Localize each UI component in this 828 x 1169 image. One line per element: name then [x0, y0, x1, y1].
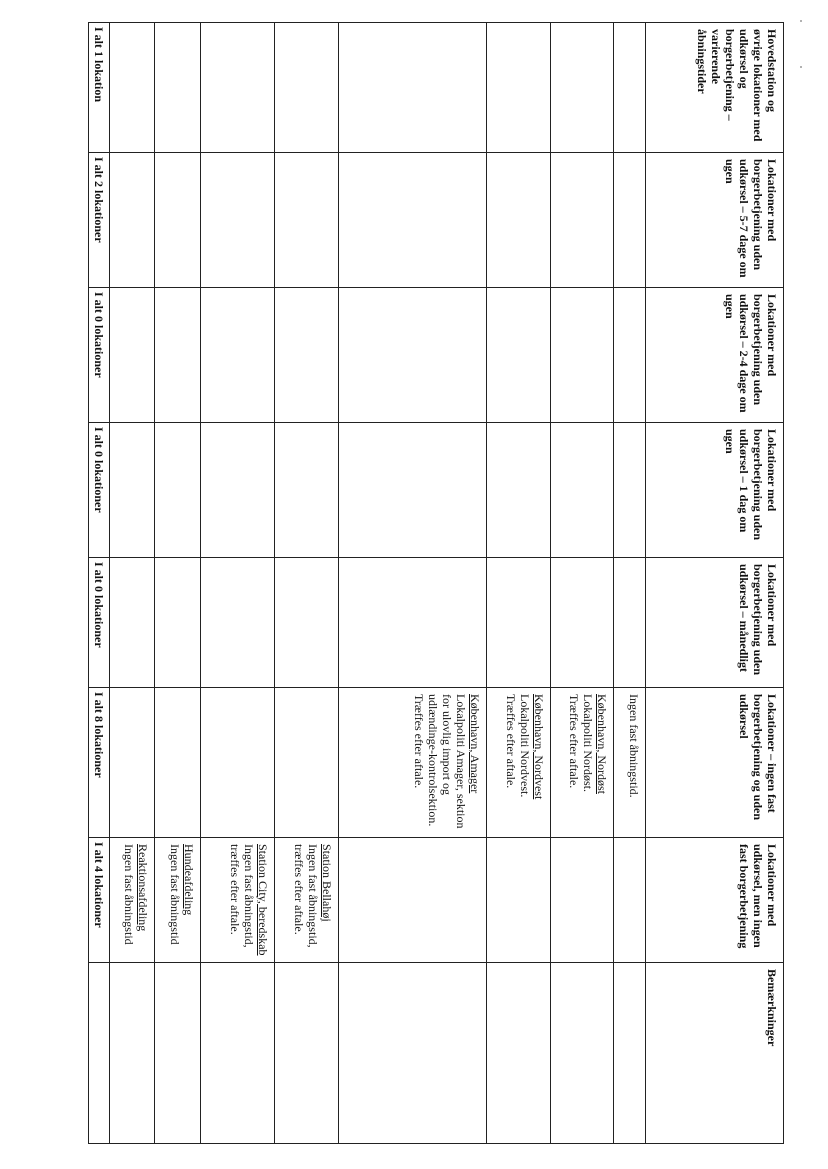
total-cell: I alt 8 lokationer: [89, 688, 110, 838]
table-cell: Ingen fast åbningstid.: [614, 688, 646, 838]
table-row: [487, 23, 551, 1144]
header-cell-remarks: Bemærkninger: [646, 963, 784, 1144]
location-name: København, Nordøst: [595, 694, 610, 794]
locations-table-page: [88, 22, 828, 1047]
table-cell: [550, 153, 614, 288]
rotated-table-container: [88, 22, 784, 1143]
location-name: København, Nordvest: [531, 694, 546, 800]
table-cell: [201, 558, 275, 688]
table-cell: [275, 838, 339, 963]
location-name: København, Amager: [468, 694, 483, 794]
header-cell-main-station: Hovedstation og øvrige lokationer med udkørsel og borgerbetjening – varierende åbningstider: [646, 23, 784, 153]
table-row: [339, 23, 487, 1144]
total-cell: I alt 0 lokationer: [89, 423, 110, 558]
table-cell: [487, 838, 551, 963]
table-cell: [275, 558, 339, 688]
table-cell: [550, 288, 614, 423]
table-cell: [110, 558, 154, 688]
location-note: Lokalpoliti Amager, sektion for ulovlig import og udlændinge-kontrolsektion. Træffes efter aftale.: [412, 694, 469, 829]
table-cell: [110, 838, 154, 963]
header-cell-no-service: Lokationer – ingen fast borgerbetjening og uden udkørsel: [646, 688, 784, 838]
table-cell: [339, 558, 487, 688]
table-cell: [614, 153, 646, 288]
table-cell: [487, 558, 551, 688]
table-cell: [110, 423, 154, 558]
total-cell: I alt 0 lokationer: [89, 558, 110, 688]
table-cell: [487, 423, 551, 558]
table-row: [154, 23, 201, 1144]
table-cell: [275, 153, 339, 288]
table-cell: [154, 963, 201, 1144]
table-row: [201, 23, 275, 1144]
header-cell-1-day: Lokationer med borgerbetjening uden udkørsel – 1 dag om ugen: [646, 423, 784, 558]
locations-table: [88, 22, 784, 1144]
table-cell: [275, 423, 339, 558]
table-cell: [201, 23, 275, 153]
station-note: Ingen fast åbningstid, træffes efter aftale.: [292, 844, 321, 948]
table-cell: [201, 963, 275, 1144]
table-row: [275, 23, 339, 1144]
table-cell: [550, 558, 614, 688]
totals-row: [89, 23, 110, 1144]
header-row: [646, 23, 784, 1144]
table-cell: [339, 963, 487, 1144]
table-row: [110, 23, 154, 1144]
table-cell: [110, 153, 154, 288]
table-cell: [487, 963, 551, 1144]
table-cell: [339, 838, 487, 963]
department-name: Reaktionsafdeling: [135, 844, 150, 932]
table-cell: [550, 838, 614, 963]
header-cell-dispatch-only: Lokationer med udkørsel, men ingen fast borgerbetjening: [646, 838, 784, 963]
department-name: Hundeafdeling: [182, 844, 197, 916]
department-note: Ingen fast åbningstid: [168, 844, 183, 945]
table-cell: [339, 23, 487, 153]
table-cell: [339, 153, 487, 288]
table-cell: [487, 23, 551, 153]
table-cell: [550, 23, 614, 153]
table-cell: [550, 688, 614, 838]
table-cell: [614, 838, 646, 963]
table-cell: [614, 558, 646, 688]
table-row: [550, 23, 614, 1144]
table-cell: [614, 288, 646, 423]
table-cell: [614, 963, 646, 1144]
header-cell-monthly: Lokationer med borgerbetjening uden udkørsel – månedligt: [646, 558, 784, 688]
table-cell: [550, 423, 614, 558]
header-cell-2-4-days: Lokationer med borgerbetjening uden udkørsel – 2-4 dage om ugen: [646, 288, 784, 423]
table-cell: [275, 23, 339, 153]
table-cell: [201, 688, 275, 838]
location-note: Lokalpoliti Nordvest. Træffes efter aftale.: [503, 694, 532, 798]
table-cell: [154, 153, 201, 288]
table-cell: [110, 963, 154, 1144]
table-cell: [339, 288, 487, 423]
total-cell: I alt 0 lokationer: [89, 288, 110, 423]
table-cell: [201, 423, 275, 558]
table-cell: [110, 23, 154, 153]
total-cell: I alt 4 lokationer: [89, 838, 110, 963]
table-cell: [110, 688, 154, 838]
station-note: Ingen fast åbningstid, træffes efter aftale.: [228, 844, 257, 948]
table-cell: [201, 153, 275, 288]
table-cell: [339, 688, 487, 838]
table-cell: [275, 688, 339, 838]
total-cell: I alt 1 lokation: [89, 23, 110, 153]
table-cell: [201, 288, 275, 423]
table-cell: [154, 288, 201, 423]
table-cell: [487, 688, 551, 838]
table-cell: [154, 558, 201, 688]
table-cell: [154, 838, 201, 963]
table-cell: [110, 288, 154, 423]
table-cell: [614, 23, 646, 153]
station-name: Station City, beredskab: [256, 844, 271, 956]
table-cell: [550, 963, 614, 1144]
station-name: Station Bellahøj: [320, 844, 335, 922]
table-cell: [275, 288, 339, 423]
location-note: Lokalpoliti Nordøst. Træffes efter aftale.: [567, 694, 596, 792]
table-cell: [487, 288, 551, 423]
total-cell: I alt 2 lokationer: [89, 153, 110, 288]
header-cell-5-7-days: Lokationer med borgerbetjening uden udkørsel – 5-7 dage om ugen: [646, 153, 784, 288]
table-cell: [487, 153, 551, 288]
table-cell: [275, 963, 339, 1144]
table-cell: [154, 23, 201, 153]
table-cell: [614, 423, 646, 558]
department-note: Ingen fast åbningstid: [121, 844, 136, 945]
total-cell: [89, 963, 110, 1144]
table-cell: [201, 838, 275, 963]
table-cell: [154, 688, 201, 838]
table-cell: [339, 423, 487, 558]
table-cell: [154, 423, 201, 558]
table-row: [614, 23, 646, 1144]
